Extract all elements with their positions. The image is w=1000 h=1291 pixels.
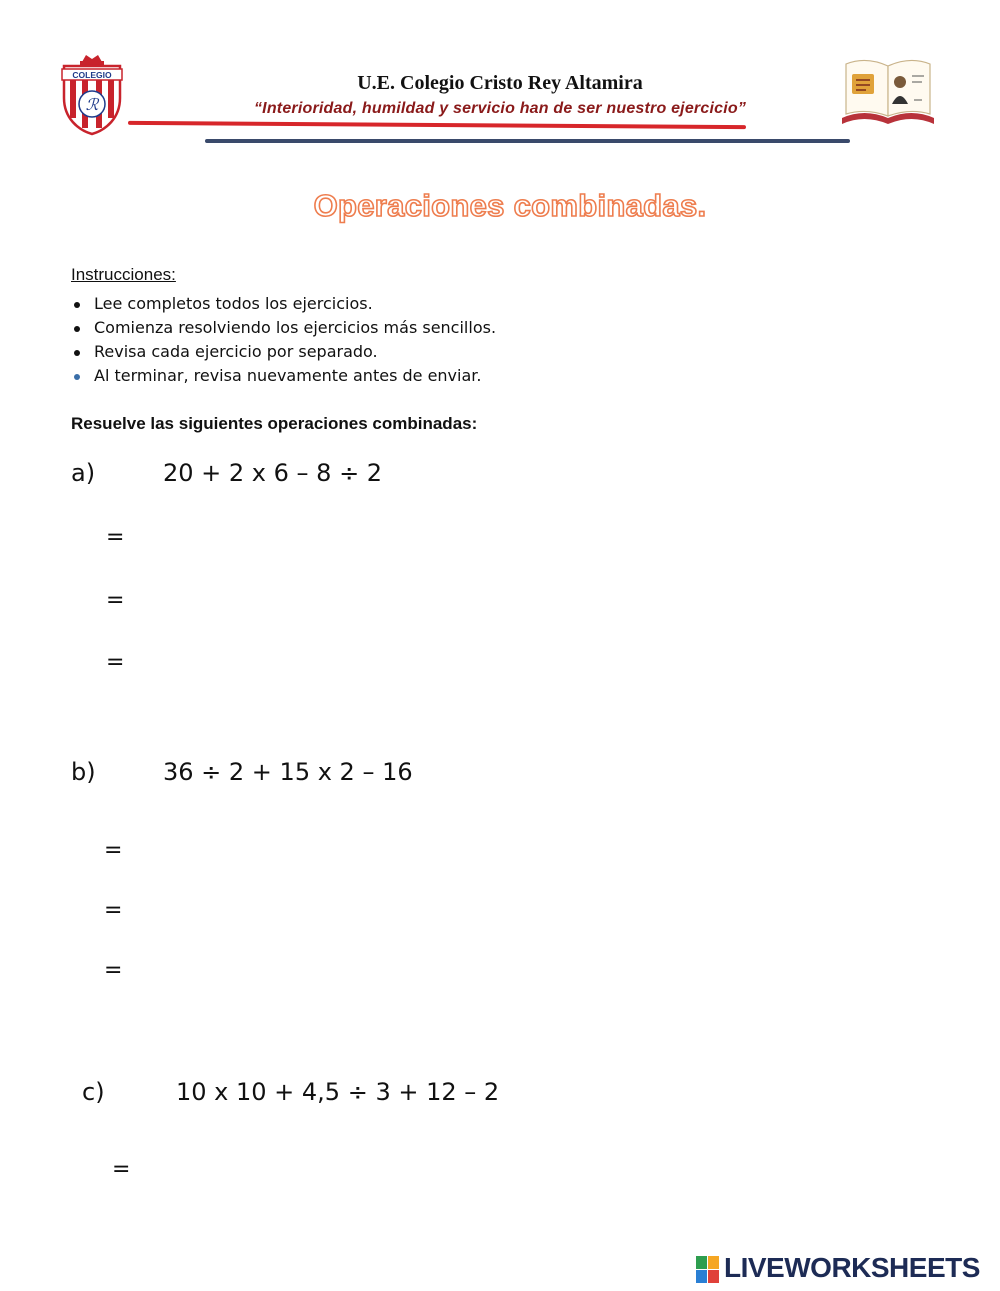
exercise-b-step-1: = <box>104 838 123 863</box>
exercise-a-step-1: = <box>106 525 125 550</box>
instructions-list <box>71 292 496 388</box>
school-shield-logo <box>60 52 124 136</box>
exercise-a-step-2: = <box>106 588 125 613</box>
red-divider <box>128 121 746 129</box>
instructions-heading: Instrucciones: <box>71 265 176 284</box>
instruction-item: Comienza resolviendo los ejercicios más sencillos. <box>71 316 496 340</box>
exercise-b-label: b) <box>71 758 96 786</box>
instruction-item: Lee completos todos los ejercicios. <box>71 292 496 316</box>
page-title: Operaciones combinadas. <box>313 188 707 223</box>
exercise-c-step-1: = <box>112 1157 131 1182</box>
liveworksheets-watermark: LIVEWORKSHEETS <box>724 1252 980 1283</box>
shield-text: COLEGIO <box>72 70 112 80</box>
open-book-logo <box>838 52 938 132</box>
svg-text:ℛ: ℛ <box>85 97 99 114</box>
exercise-b-step-2: = <box>104 898 123 923</box>
liveworksheets-icon <box>696 1256 720 1284</box>
school-name: U.E. Colegio Cristo Rey Altamira <box>357 72 643 94</box>
exercise-c-expression: 10 x 10 + 4,5 ÷ 3 + 12 – 2 <box>176 1078 500 1106</box>
instruction-item: Al terminar, revisa nuevamente antes de enviar. <box>71 364 496 388</box>
exercise-a-label: a) <box>71 459 96 487</box>
school-motto: “Interioridad, humildad y servicio han de ser nuestro ejercicio” <box>253 100 747 117</box>
exercise-b-step-3: = <box>104 958 123 983</box>
exercise-c-label: c) <box>82 1078 105 1106</box>
blue-divider <box>205 139 850 143</box>
exercise-a-step-3: = <box>106 650 125 675</box>
exercise-prompt: Resuelve las siguientes operaciones combinadas: <box>71 414 478 433</box>
exercise-a-expression: 20 + 2 x 6 – 8 ÷ 2 <box>163 459 383 487</box>
instruction-item: Revisa cada ejercicio por separado. <box>71 340 496 364</box>
exercise-b-expression: 36 ÷ 2 + 15 x 2 – 16 <box>163 758 413 786</box>
